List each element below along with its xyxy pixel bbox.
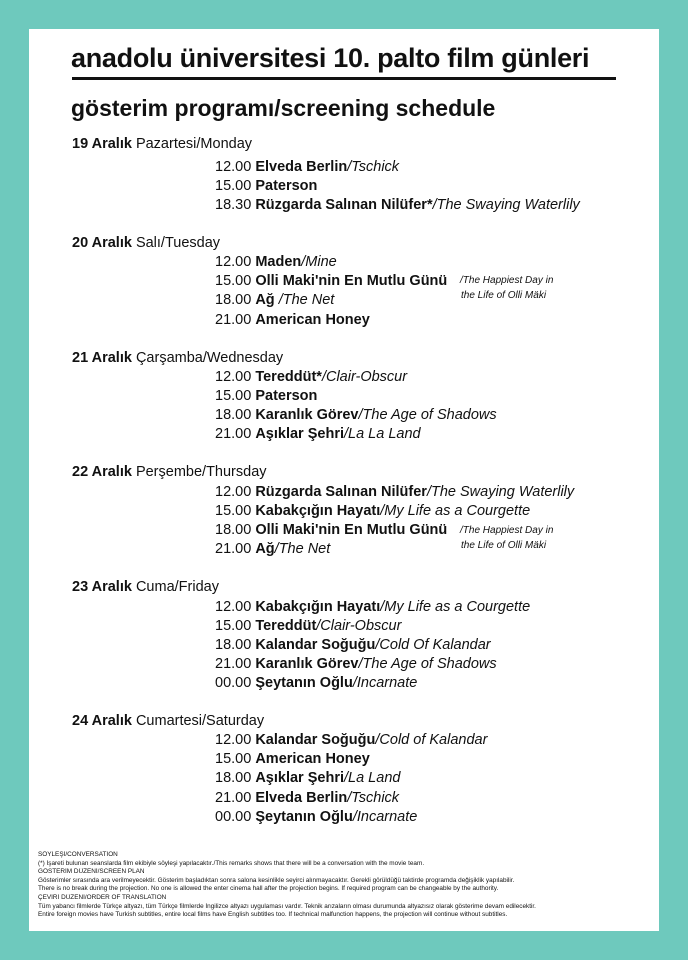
- footer-line: There is no break during the projection. No one is allowed the enter cinema hall after the projection begins. If required program can be changeable by the authority.: [38, 885, 499, 893]
- schedule-heading: gösterim programı/screening schedule: [71, 95, 496, 121]
- screening-row: 18.30 Rüzgarda Salınan Nilüfer*/The Swaying Waterlily: [215, 197, 580, 213]
- screening-row: 15.00 Olli Maki'nin En Mutlu Günü: [215, 273, 448, 289]
- screening-row: 12.00 Tereddüt*/Clair-Obscur: [215, 369, 408, 385]
- screening-row: 21.00 Elveda Berlin/Tschick: [215, 790, 400, 806]
- screening-row: 15.00 Tereddüt/Clair-Obscur: [215, 618, 402, 634]
- footer-line: ÇEVİRİ DÜZENİ/ORDER OF TRANSLATION: [38, 893, 167, 901]
- day-heading: 23 Aralık Cuma/Friday: [72, 579, 219, 595]
- screening-row: 12.00 Elveda Berlin/Tschick: [215, 159, 400, 175]
- screening-row: 21.00 Aşıklar Şehri/La La Land: [215, 426, 421, 442]
- screening-row: 12.00 Maden/Mine: [215, 254, 337, 270]
- screening-row: 12.00 Kalandar Soğuğu/Cold of Kalandar: [215, 732, 488, 748]
- screening-row: 00.00 Şeytanın Oğlu/Incarnate: [215, 675, 418, 691]
- day-heading: 21 Aralık Çarşamba/Wednesday: [72, 350, 284, 366]
- footer-line: GÖSTERİM DÜZENİ/SCREEN PLAN: [38, 868, 145, 876]
- screening-row: 12.00 Kabakçığın Hayatı/My Life as a Courgette: [215, 599, 531, 615]
- footer-line: Gösterimler sırasında ara verilmeyecektir. Gösterim başladıktan sonra salona kesinlikle seyirci alınmayacaktır. Gerekli görüldüğü taktirde programda değişiklik yapılabilir.: [38, 876, 515, 884]
- screening-row: 18.00 Aşıklar Şehri/La Land: [215, 770, 401, 786]
- screening-row: 18.00 Karanlık Görev/The Age of Shadows: [215, 407, 497, 423]
- day-heading: 22 Aralık Perşembe/Thursday: [72, 464, 267, 480]
- screening-row: 18.00 Olli Maki'nin En Mutlu Günü: [215, 522, 448, 538]
- screening-row: 21.00 Ağ/The Net: [215, 541, 331, 557]
- screening-row: 21.00 Karanlık Görev/The Age of Shadows: [215, 656, 497, 672]
- day-heading: 20 Aralık Salı/Tuesday: [72, 235, 221, 251]
- footer-line: Entire foreign movies have Turkish subtitles, entire local films have English subtitles too. If technical malfunction happens, the projection will continue without subtitles.: [38, 911, 508, 919]
- poster: [29, 29, 659, 931]
- screening-row: 12.00 Rüzgarda Salınan Nilüfer/The Swaying Waterlily: [215, 484, 575, 500]
- footer-notes: [38, 851, 654, 920]
- english-title-note: /The Happiest Day in the Life of Olli Mäki: [460, 525, 554, 551]
- footer-line: Tüm yabancı filmlerde Türkçe altyazı, tüm Türkçe filmlerde İngilizce altyazı uygulaması vardır. Teknik arızaların olması durumunda altyazısız olarak gösterime devam edilecektir.: [38, 902, 536, 910]
- screening-row: 18.00 Ağ /The Net: [215, 292, 335, 308]
- title-underline: [72, 77, 616, 80]
- screening-row: 21.00 American Honey: [215, 312, 370, 328]
- english-title-note: /The Happiest Day in the Life of Olli Mäki: [460, 275, 554, 301]
- screening-row: 00.00 Şeytanın Oğlu/Incarnate: [215, 809, 418, 825]
- footer-line: SÖYLEŞİ/CONVERSATION: [38, 851, 118, 858]
- screening-row: 15.00 American Honey: [215, 751, 370, 767]
- screening-row: 18.00 Kalandar Soğuğu/Cold Of Kalandar: [215, 637, 491, 653]
- screening-row: 15.00 Paterson: [215, 388, 318, 404]
- footer-line: (*) İşareti bulunan seanslarda film ekibiyle söyleşi yapılacaktır./This remarks shows that there will be a conversation with the movie team.: [38, 859, 425, 867]
- page-title: anadolu üniversitesi 10. palto film günleri: [71, 43, 590, 73]
- day-heading: 19 Aralık Pazartesi/Monday: [72, 136, 253, 152]
- screening-row: 15.00 Paterson: [215, 178, 318, 194]
- day-heading: 24 Aralık Cumartesi/Saturday: [72, 713, 265, 729]
- screening-row: 15.00 Kabakçığın Hayatı/My Life as a Courgette: [215, 503, 531, 519]
